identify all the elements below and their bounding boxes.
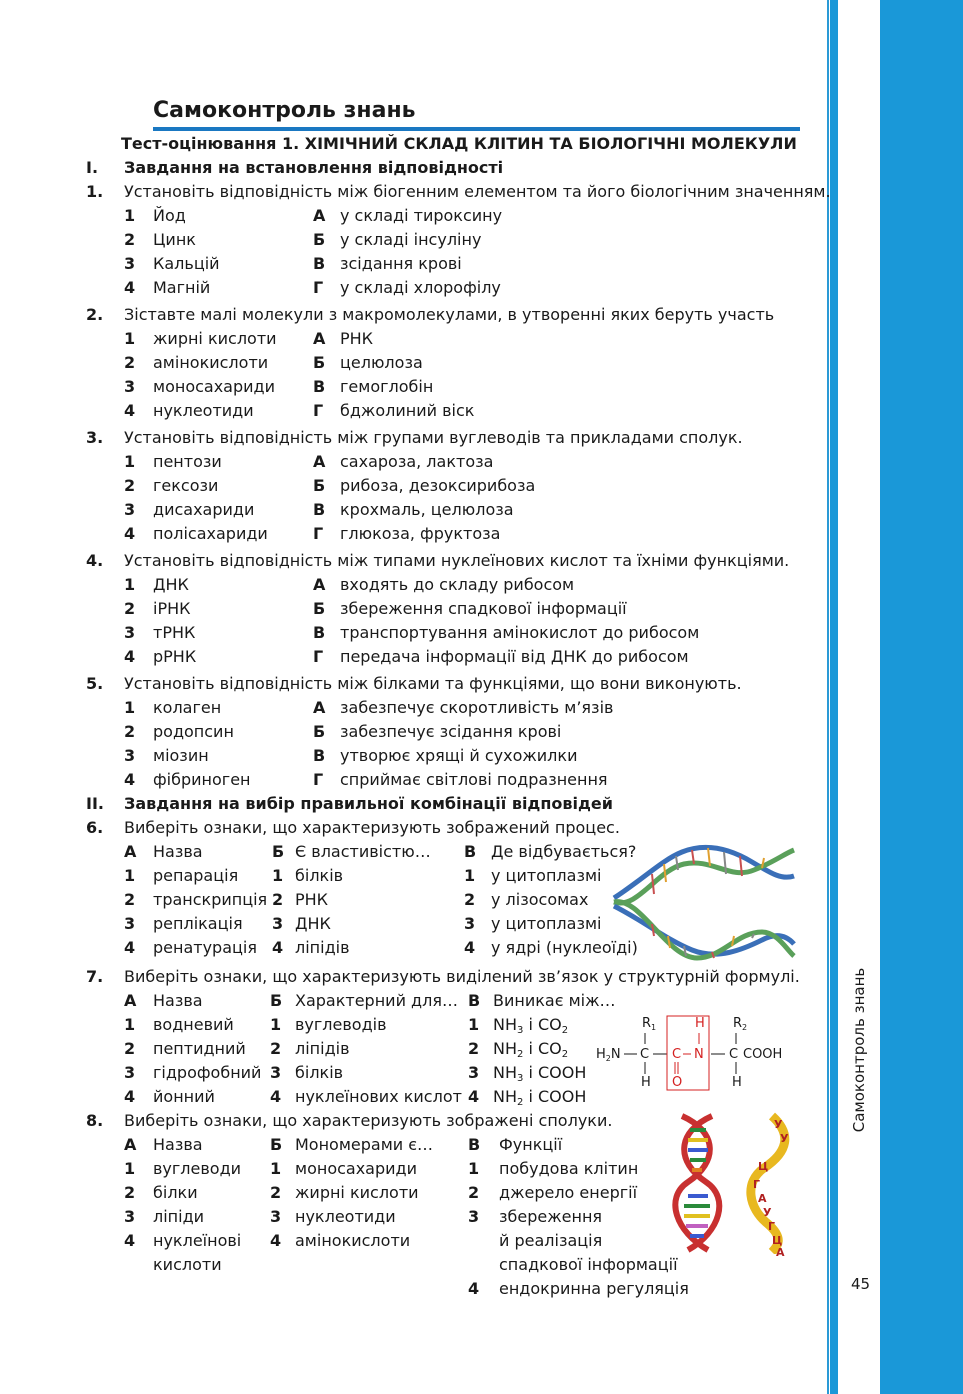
answer-text: зсідання крові <box>340 254 462 273</box>
option-text: ліпідів <box>295 938 350 957</box>
column-letter: А <box>124 1135 137 1154</box>
question-number: 6. <box>86 818 104 837</box>
option-text: нуклеотиди <box>153 401 254 420</box>
dna-rna-illustration <box>668 1112 796 1254</box>
option-number: 2 <box>124 230 136 249</box>
answer-text: рибоза, дезоксирибоза <box>340 476 536 495</box>
option-text: іРНК <box>153 599 191 618</box>
page-title: Самоконтроль знань <box>153 98 416 123</box>
option-number: 1 <box>124 1159 136 1178</box>
formula-part: NH <box>493 1015 517 1034</box>
option-text: білків <box>295 1063 344 1082</box>
option-text: пентози <box>153 452 222 471</box>
option-text: Цинк <box>153 230 196 249</box>
option-number: 1 <box>464 866 476 885</box>
option-text: дисахариди <box>153 500 255 519</box>
option-number: 4 <box>270 1231 282 1250</box>
sidebar <box>838 0 880 1394</box>
option-number: 3 <box>124 1207 136 1226</box>
formula-oxygen: O <box>672 1075 683 1090</box>
formula-carbon-3: C <box>729 1047 739 1062</box>
option-text: ліпіди <box>153 1207 205 1226</box>
option-text: гексози <box>153 476 219 495</box>
answer-letter: А <box>313 698 326 717</box>
option-number: 2 <box>468 1183 480 1202</box>
column-title: Назва <box>153 842 203 861</box>
option-text: ренатурація <box>153 938 257 957</box>
option-number: 1 <box>124 452 136 471</box>
option-text: ліпідів <box>295 1039 350 1058</box>
formula-subscript: 2 <box>561 1025 569 1036</box>
option-text: збереження <box>499 1207 603 1226</box>
option-text: колаген <box>153 698 222 717</box>
option-number: 2 <box>272 890 284 909</box>
question-number: 8. <box>86 1111 104 1130</box>
dna-replication-illustration <box>612 840 798 970</box>
option-number: 3 <box>272 914 284 933</box>
section-number: II. <box>86 794 104 813</box>
title-underline <box>153 127 800 131</box>
option-number: 4 <box>124 401 136 420</box>
formula-part: і CO <box>523 1039 562 1058</box>
formula-subscript: 3 <box>517 1073 524 1084</box>
option-text: пептидний <box>153 1039 246 1058</box>
option-text: нуклеотиди <box>295 1207 396 1226</box>
option-number: 3 <box>124 500 136 519</box>
option-number: 3 <box>124 254 136 273</box>
question-number: 7. <box>86 967 104 986</box>
formula-subscript: 2 <box>561 1049 569 1060</box>
answer-text: крохмаль, целюлоза <box>340 500 514 519</box>
option-text: гідрофобний <box>153 1063 262 1082</box>
question-number: 2. <box>86 305 104 324</box>
option-text: нуклеїнових кислот <box>295 1087 462 1106</box>
formula-part: і COOH <box>523 1087 587 1106</box>
option-number: 1 <box>124 698 136 717</box>
option-text: вуглеводів <box>295 1015 387 1034</box>
option-number: 2 <box>124 476 136 495</box>
rna-nucleotide-letter: У <box>780 1132 789 1145</box>
option-text: РНК <box>295 890 329 909</box>
option-text: транскрипція <box>153 890 268 909</box>
column-letter: А <box>124 842 137 861</box>
rna-nucleotide-letter: Г <box>768 1220 776 1233</box>
answer-text: збереження спадкової інформації <box>340 599 627 618</box>
option-text: тРНК <box>153 623 196 642</box>
option-number: 3 <box>270 1207 282 1226</box>
question-text: Виберіть ознаки, що характеризують зображений процес. <box>124 818 620 837</box>
option-text-continued: й реалізація <box>499 1231 603 1250</box>
option-formula <box>493 1063 586 1089</box>
column-letter: А <box>124 991 137 1010</box>
formula-part: і COOH <box>523 1063 587 1082</box>
answer-text: у складі тироксину <box>340 206 503 225</box>
answer-letter: А <box>313 206 326 225</box>
column-title: Назва <box>153 1135 203 1154</box>
option-number: 4 <box>468 1087 480 1106</box>
formula-carbon-2: C <box>672 1047 682 1062</box>
formula-subscript: 3 <box>517 1025 524 1036</box>
answer-text: РНК <box>340 329 374 348</box>
option-text: у цитоплазмі <box>491 866 602 885</box>
option-number: 1 <box>124 575 136 594</box>
option-text: у ядрі (нуклеоїді) <box>491 938 638 957</box>
column-letter: В <box>464 842 477 861</box>
formula-carbon-1: C <box>640 1047 650 1062</box>
formula-part: NH <box>493 1039 517 1058</box>
formula-carboxyl: COOH <box>743 1047 783 1062</box>
formula-part: і CO <box>523 1015 562 1034</box>
section-title: Завдання на вибір правильної комбінації відповідей <box>124 794 613 813</box>
option-text: амінокислоти <box>295 1231 411 1250</box>
question-number: 3. <box>86 428 104 447</box>
question-number: 1. <box>86 182 104 201</box>
answer-text: глюкоза, фруктоза <box>340 524 501 543</box>
option-text: полісахариди <box>153 524 268 543</box>
option-text: вуглеводи <box>153 1159 242 1178</box>
column-title: Функції <box>499 1135 563 1154</box>
formula-r2: $R_2$ <box>733 1016 748 1032</box>
option-number: 2 <box>124 890 136 909</box>
formula-nitrogen: N <box>694 1047 704 1062</box>
option-text: родопсин <box>153 722 234 741</box>
answer-letter: В <box>313 623 326 642</box>
section-number: I. <box>86 158 99 177</box>
option-number: 2 <box>124 1183 136 1202</box>
answer-letter: В <box>313 377 326 396</box>
question-text: Установіть відповідність між типами нуклеїнових кислот та їхніми функціями. <box>124 551 790 570</box>
answer-letter: В <box>313 746 326 765</box>
option-text: моносахариди <box>295 1159 417 1178</box>
answer-letter: Б <box>313 722 326 741</box>
formula-part: NH <box>493 1087 517 1106</box>
option-number: 1 <box>124 866 136 885</box>
option-text: реплікація <box>153 914 243 933</box>
column-letter: В <box>468 1135 481 1154</box>
question-text: Виберіть ознаки, що характеризують зображені сполуки. <box>124 1111 613 1130</box>
option-text: білки <box>153 1183 198 1202</box>
answer-letter: Б <box>313 230 326 249</box>
option-text: Йод <box>153 206 186 225</box>
option-text: ДНК <box>295 914 331 933</box>
answer-text: гемоглобін <box>340 377 434 396</box>
section-title: Завдання на встановлення відповідності <box>124 158 504 177</box>
option-number: 2 <box>124 1039 136 1058</box>
option-text: рРНК <box>153 647 197 666</box>
option-number: 1 <box>124 329 136 348</box>
answer-letter: А <box>313 329 326 348</box>
option-text: Магній <box>153 278 211 297</box>
option-number: 4 <box>272 938 284 957</box>
page-number: 45 <box>851 1275 871 1293</box>
option-number: 3 <box>468 1063 480 1082</box>
column-letter: Б <box>270 1135 283 1154</box>
answer-text: забезпечує скоротливість м’язів <box>340 698 614 717</box>
formula-subscript: 2 <box>517 1049 524 1060</box>
answer-text: сахароза, лактоза <box>340 452 494 471</box>
option-text: жирні кислоти <box>295 1183 419 1202</box>
rna-nucleotide-letter: У <box>774 1118 783 1131</box>
rna-nucleotide-letter: У <box>763 1206 772 1219</box>
formula-h-bottom-2: H <box>732 1075 742 1090</box>
answer-letter: Г <box>313 278 324 297</box>
column-title: Характерний для… <box>295 991 458 1010</box>
option-number: 1 <box>124 1015 136 1034</box>
option-text: у цитоплазмі <box>491 914 602 933</box>
answer-letter: Г <box>313 524 324 543</box>
option-text: йонний <box>153 1087 215 1106</box>
rna-nucleotide-letter: Ц <box>772 1234 783 1247</box>
option-number: 2 <box>124 599 136 618</box>
sidebar-edge-line <box>827 0 829 1394</box>
formula-subscript: 2 <box>517 1097 524 1108</box>
answer-text: сприймає світлові подразнення <box>340 770 608 789</box>
option-number: 1 <box>124 206 136 225</box>
answer-letter: Б <box>313 599 326 618</box>
option-text: водневий <box>153 1015 234 1034</box>
option-text-continued: спадкової інформації <box>499 1255 678 1274</box>
option-number: 4 <box>124 1231 136 1250</box>
question-text: Установіть відповідність між групами вуглеводів та прикладами сполук. <box>124 428 743 447</box>
sidebar-blue-band <box>880 0 963 1394</box>
option-number: 3 <box>124 1063 136 1082</box>
formula-r1: $R_1$ <box>642 1016 657 1032</box>
column-letter: Б <box>270 991 283 1010</box>
option-number: 3 <box>124 623 136 642</box>
option-number: 1 <box>468 1159 480 1178</box>
option-number: 1 <box>468 1015 480 1034</box>
answer-letter: В <box>313 254 326 273</box>
option-number: 1 <box>270 1159 282 1178</box>
option-number: 4 <box>464 938 476 957</box>
option-text: нуклеїнові <box>153 1231 242 1250</box>
formula-h-bottom-1: H <box>641 1075 651 1090</box>
dna-helix-strands <box>614 847 794 958</box>
question-number: 4. <box>86 551 104 570</box>
option-number: 1 <box>270 1015 282 1034</box>
option-text: амінокислоти <box>153 353 269 372</box>
option-formula <box>493 1015 568 1041</box>
answer-text: передача інформації від ДНК до рибосом <box>340 647 689 666</box>
rna-nucleotide-letter: А <box>776 1246 785 1259</box>
option-number: 4 <box>124 524 136 543</box>
column-letter: В <box>468 991 481 1010</box>
peptide-structural-formula <box>594 1013 800 1091</box>
test-subtitle: Тест-оцінювання 1. ХІМІЧНИЙ СКЛАД КЛІТИН ТА БІОЛОГІЧНІ МОЛЕКУЛИ <box>121 134 797 153</box>
answer-letter: А <box>313 452 326 471</box>
option-number: 2 <box>468 1039 480 1058</box>
formula-h-top: H <box>695 1016 705 1031</box>
answer-text: у складі хлорофілу <box>340 278 501 297</box>
answer-letter: В <box>313 500 326 519</box>
dna-double-helix <box>675 1116 719 1250</box>
option-number: 4 <box>270 1087 282 1106</box>
option-text: побудова клітин <box>499 1159 639 1178</box>
option-text: ДНК <box>153 575 189 594</box>
option-text: жирні кислоти <box>153 329 277 348</box>
option-number: 4 <box>124 770 136 789</box>
option-number: 4 <box>124 938 136 957</box>
sidebar-label: Самоконтроль знань <box>850 967 868 1133</box>
option-number: 3 <box>124 914 136 933</box>
option-text: Кальцій <box>153 254 220 273</box>
option-number: 4 <box>124 1087 136 1106</box>
column-title: Є властивістю… <box>295 842 431 861</box>
rna-nucleotide-letter: Г <box>753 1178 761 1191</box>
answer-text: входять до складу рибосом <box>340 575 575 594</box>
question-text: Зіставте малі молекули з макромолекулами, в утворенні яких беруть участь <box>124 305 775 324</box>
option-number: 2 <box>270 1183 282 1202</box>
answer-text: транспортування амінокислот до рибосом <box>340 623 700 642</box>
answer-letter: Г <box>313 401 324 420</box>
option-formula <box>493 1087 586 1113</box>
sidebar-thin-band <box>830 0 838 1394</box>
option-text: ендокринна регуляція <box>499 1279 689 1298</box>
option-number: 4 <box>124 278 136 297</box>
question-number: 5. <box>86 674 104 693</box>
option-number: 3 <box>270 1063 282 1082</box>
answer-letter: Б <box>313 476 326 495</box>
option-text: моносахариди <box>153 377 275 396</box>
answer-text: забезпечує зсідання крові <box>340 722 562 741</box>
column-title: Де відбувається? <box>491 842 637 861</box>
formula-part: NH <box>493 1063 517 1082</box>
option-number: 3 <box>468 1207 480 1226</box>
column-title: Назва <box>153 991 203 1010</box>
question-text: Виберіть ознаки, що характеризують виділений зв’язок у структурній формулі. <box>124 967 800 986</box>
option-text: міозин <box>153 746 209 765</box>
column-letter: Б <box>272 842 285 861</box>
option-text: репарація <box>153 866 239 885</box>
option-number: 2 <box>124 722 136 741</box>
option-text: фібриноген <box>153 770 251 789</box>
option-formula <box>493 1039 568 1065</box>
answer-text: бджолиний віск <box>340 401 475 420</box>
option-number: 2 <box>464 890 476 909</box>
answer-letter: А <box>313 575 326 594</box>
rna-nucleotide-letter: А <box>758 1192 767 1205</box>
rna-nucleotide-letter: Ц <box>758 1160 769 1173</box>
option-text: джерело енергії <box>499 1183 638 1202</box>
option-text: у лізосомах <box>491 890 589 909</box>
option-number: 3 <box>124 746 136 765</box>
column-title: Виникає між… <box>493 991 616 1010</box>
answer-letter: Г <box>313 647 324 666</box>
answer-text: у складі інсуліну <box>340 230 482 249</box>
option-number: 3 <box>464 914 476 933</box>
answer-text: целюлоза <box>340 353 423 372</box>
answer-letter: Б <box>313 353 326 372</box>
answer-letter: Г <box>313 770 324 789</box>
question-text: Установіть відповідність між біогенним елементом та його біологічним значенням. <box>124 182 831 201</box>
formula-amino-group: $H_2N$ <box>596 1047 621 1063</box>
option-text: білків <box>295 866 344 885</box>
question-text: Установіть відповідність між білками та функціями, що вони виконують. <box>124 674 742 693</box>
option-text-continued: кислоти <box>153 1255 222 1274</box>
option-number: 1 <box>272 866 284 885</box>
answer-text: утворює хрящі й сухожилки <box>340 746 578 765</box>
option-number: 2 <box>270 1039 282 1058</box>
option-number: 3 <box>124 377 136 396</box>
option-number: 2 <box>124 353 136 372</box>
option-number: 4 <box>124 647 136 666</box>
option-number: 4 <box>468 1279 480 1298</box>
column-title: Мономерами є… <box>295 1135 434 1154</box>
